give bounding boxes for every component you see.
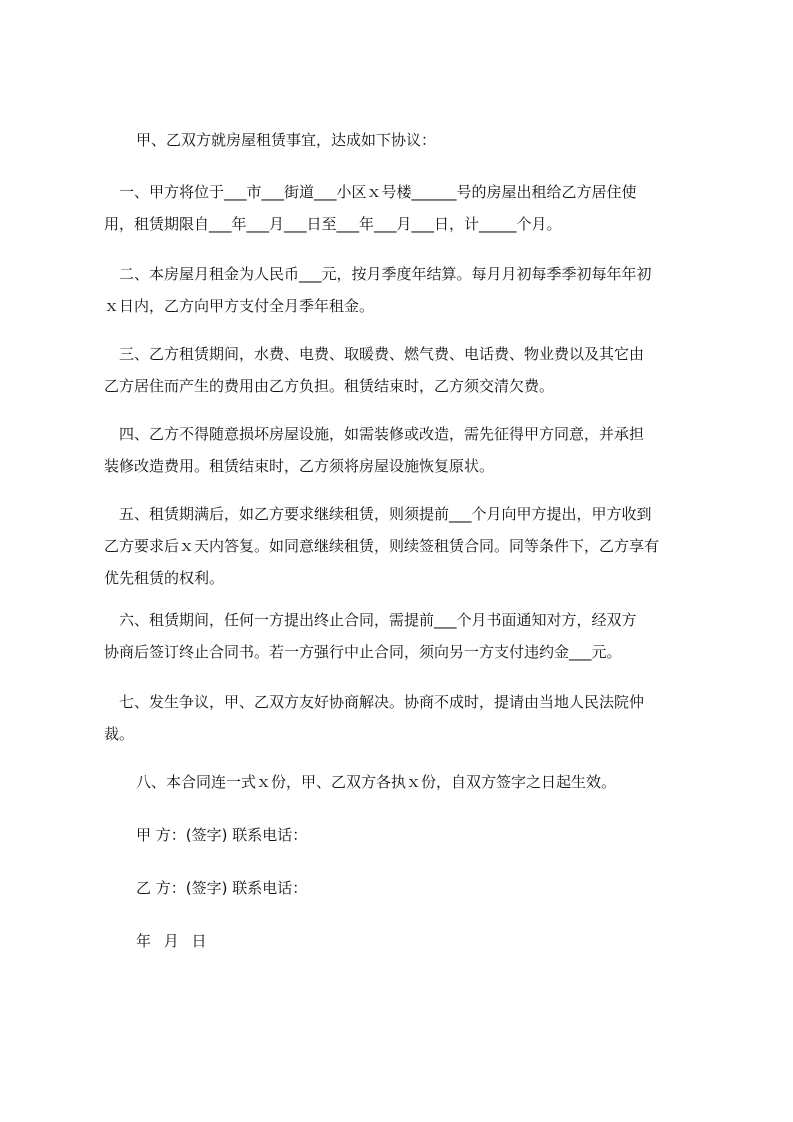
clause-4 (104, 418, 704, 482)
clause-1-line-2: 用，租赁期限自___年___月___日至___年___月___日，计_____个月。 (104, 215, 562, 233)
clause-6-line-1: 六、租赁期间，任何一方提出终止合同，需提前___个月书面通知对方，经双方 (104, 611, 637, 629)
clause-3-line-1: 三、乙方租赁期间，水费、电费、取暖费、燃气费、电话费、物业费以及其它由 (104, 345, 645, 363)
clause-4-line-1: 四、乙方不得随意损坏房屋设施，如需装修或改造，需先征得甲方同意，并承担 (104, 425, 645, 443)
party-b-signature (136, 872, 736, 904)
clause-2-line-2: ｘ日内，乙方向甲方支付全月季年租金。 (104, 297, 375, 315)
clause-7-line-1: 七、发生争议，甲、乙双方友好协商解决。协商不成时，提请由当地人民法院仲 (104, 693, 645, 711)
clause-5-line-2: 乙方要求后ｘ天内答复。如同意继续租赁，则续签租赁合同。同等条件下，乙方享有 (104, 537, 660, 555)
clause-1 (104, 176, 704, 240)
clause-2 (104, 258, 704, 322)
clause-6-line-2: 协商后签订终止合同书。若一方强行中止合同，须向另一方支付违约金___元。 (104, 643, 622, 661)
clause-4-line-2: 装修改造费用。租赁结束时，乙方须将房屋设施恢复原状。 (104, 457, 495, 475)
clause-1-line-1: 一、甲方将位于___市___街道___小区ｘ号楼______号的房屋出租给乙方居住使 (104, 183, 637, 201)
party-b-line: 乙 方：(签字) 联系电话： (136, 879, 308, 897)
clause-6 (104, 604, 704, 668)
clause-5-line-3: 优先租赁的权利。 (104, 569, 225, 587)
intro-paragraph (136, 124, 736, 156)
clause-5 (104, 498, 704, 594)
clause-8-line-1: 八、本合同连一式ｘ份，甲、乙双方各执ｘ份，自双方签字之日起生效。 (136, 773, 617, 791)
clause-7-line-2: 裁。 (104, 725, 135, 743)
clause-5-line-1: 五、租赁期满后，如乙方要求继续租赁，则须提前___个月向甲方提出，甲方收到 (104, 505, 652, 523)
clause-3 (104, 338, 704, 402)
party-a-line: 甲 方：(签字) 联系电话： (136, 826, 308, 844)
clause-8 (136, 766, 736, 798)
clause-7 (104, 686, 704, 750)
date-line: 年 月 日 (136, 932, 211, 950)
intro-line: 甲、乙双方就房屋租赁事宜，达成如下协议： (136, 131, 437, 149)
clause-3-line-2: 乙方居住而产生的费用由乙方负担。租赁结束时，乙方须交清欠费。 (104, 377, 555, 395)
party-a-signature (136, 819, 736, 851)
date-field (136, 925, 736, 957)
clause-2-line-1: 二、本房屋月租金为人民币___元，按月季度年结算。每月月初每季季初每年年初 (104, 265, 652, 283)
